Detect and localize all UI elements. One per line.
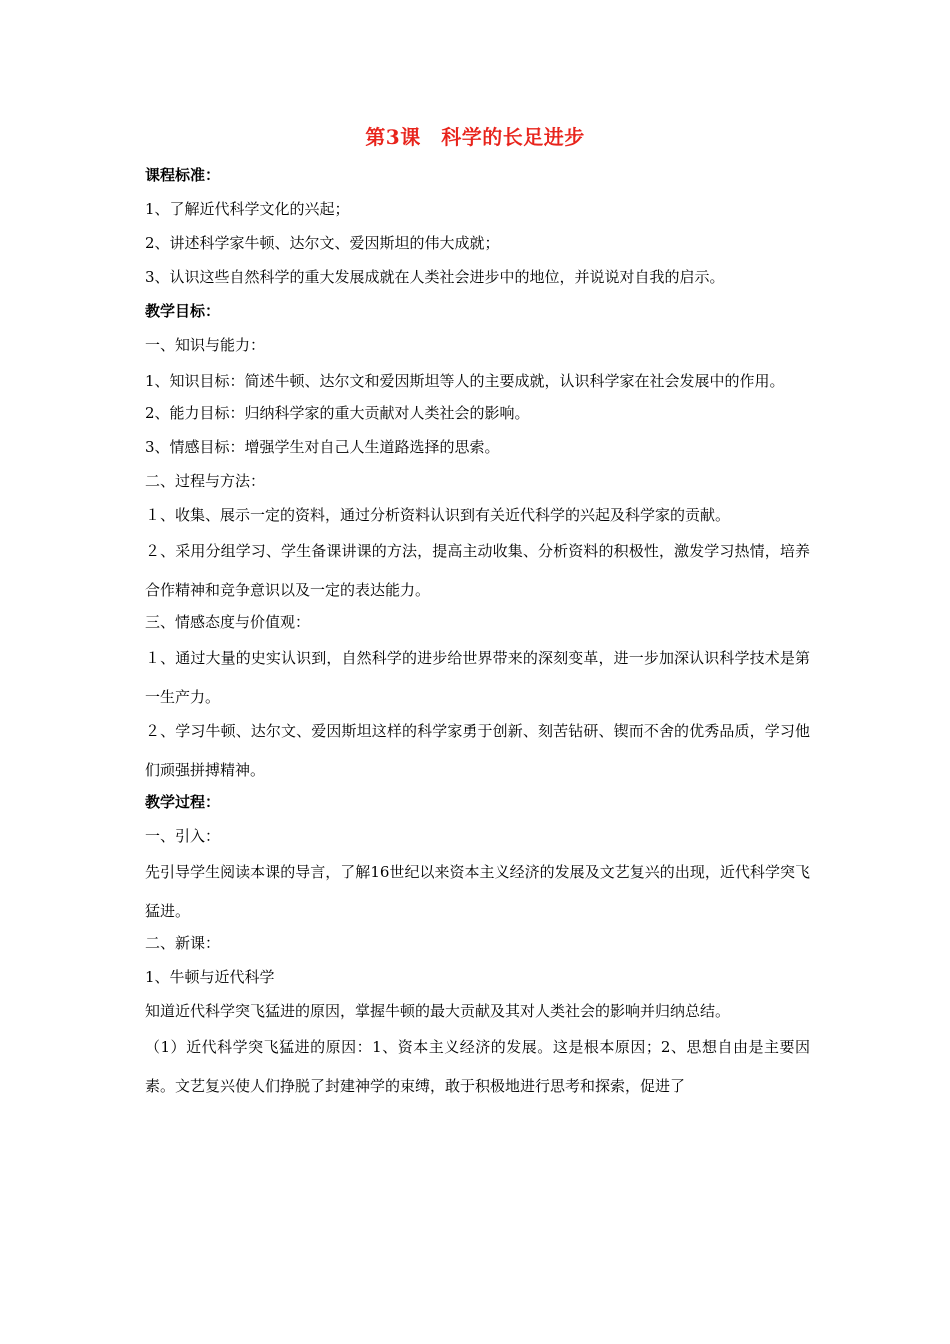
text-line: 先引导学生阅读本课的导言，了解16世纪以来资本主义经济的发展及文艺复兴的出现，近代科学突飞猛进。 bbox=[145, 863, 810, 920]
text-line: ２、采用分组学习、学生备课讲课的方法，提高主动收集、分析资料的积极性，激发学习热情，培养合作精神和竞争意识以及一定的表达能力。 bbox=[145, 542, 810, 599]
text-line: 知道近代科学突飞猛进的原因，掌握牛顿的最大贡献及其对人类社会的影响并归纳总结。 bbox=[145, 1002, 731, 1020]
text-line: 2、讲述科学家牛顿、达尔文、爱因斯坦的伟大成就； bbox=[145, 234, 500, 252]
text-line: 1、牛顿与近代科学 bbox=[145, 968, 275, 986]
text-line: 二、新课： bbox=[145, 934, 221, 952]
text-line: ２、学习牛顿、达尔文、爱因斯坦这样的科学家勇于创新、刻苦钻研、锲而不舍的优秀品质，学习他们顽强拼搏精神。 bbox=[145, 722, 810, 779]
text-line: 3、认识这些自然科学的重大发展成就在人类社会进步中的地位，并说说对自我的启示。 bbox=[145, 268, 725, 286]
page-title: 第3课 科学的长足进步 bbox=[365, 125, 585, 149]
text-line: （1）近代科学突飞猛进的原因：1、资本主义经济的发展。这是根本原因；2、思想自由是主要因素。文艺复兴使人们挣脱了封建神学的束缚，敢于积极地进行思考和探索，促进了 bbox=[145, 1038, 810, 1095]
text-line: 2、能力目标：归纳科学家的重大贡献对人类社会的影响。 bbox=[145, 404, 530, 422]
section-heading: 课程标准： bbox=[145, 166, 221, 184]
document-body bbox=[145, 158, 810, 1101]
text-line: １、通过大量的史实认识到，自然科学的进步给世界带来的深刻变革，进一步加深认识科学技术是第一生产力。 bbox=[145, 649, 810, 706]
text-line: 3、情感目标：增强学生对自己人生道路选择的思索。 bbox=[145, 438, 500, 456]
section-heading: 教学目标： bbox=[145, 302, 221, 320]
section-heading: 教学过程： bbox=[145, 793, 221, 811]
text-line: １、收集、展示一定的资料，通过分析资料认识到有关近代科学的兴起及科学家的贡献。 bbox=[145, 506, 731, 524]
text-line: 三、情感态度与价值观： bbox=[145, 613, 311, 631]
text-line: 1、知识目标：简述牛顿、达尔文和爱因斯坦等人的主要成就，认识科学家在社会发展中的作用。 bbox=[145, 372, 785, 390]
text-line: 二、过程与方法： bbox=[145, 472, 266, 490]
text-line: 一、知识与能力： bbox=[145, 336, 266, 354]
text-line: 一、引入： bbox=[145, 827, 221, 845]
text-line: 1、了解近代科学文化的兴起； bbox=[145, 200, 350, 218]
